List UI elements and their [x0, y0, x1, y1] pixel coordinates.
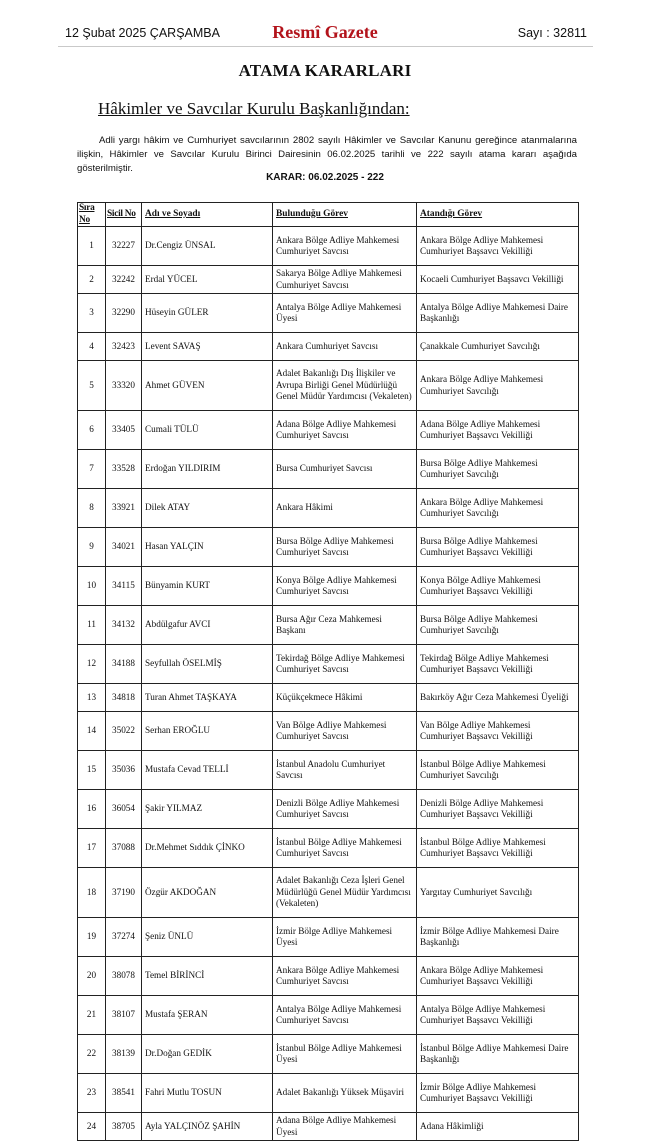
cell-current-post: İstanbul Bölge Adliye Mahkemesi Üyesi — [273, 1035, 417, 1074]
header-name: Adı ve Soyadı — [142, 203, 273, 227]
table-row — [78, 489, 579, 528]
cell-assigned-post: Ankara Bölge Adliye Mahkemesi Cumhuriyet Savcılığı — [417, 361, 579, 411]
cell-order-no: 20 — [78, 957, 106, 996]
table-row — [78, 918, 579, 957]
cell-order-no: 16 — [78, 790, 106, 829]
cell-assigned-post: Bursa Bölge Adliye Mahkemesi Cumhuriyet Savcılığı — [417, 606, 579, 645]
table-row — [78, 411, 579, 450]
cell-assigned-post: İstanbul Bölge Adliye Mahkemesi Daire Başkanlığı — [417, 1035, 579, 1074]
cell-registry-no: 34115 — [106, 567, 142, 606]
cell-registry-no: 37190 — [106, 868, 142, 918]
table-row — [78, 684, 579, 712]
cell-registry-no: 32242 — [106, 266, 142, 294]
cell-current-post: Antalya Bölge Adliye Mahkemesi Cumhuriyet Savcısı — [273, 996, 417, 1035]
issue-date: 12 Şubat 2025 ÇARŞAMBA — [65, 26, 220, 40]
cell-registry-no: 37088 — [106, 829, 142, 868]
cell-order-no: 21 — [78, 996, 106, 1035]
cell-order-no: 7 — [78, 450, 106, 489]
cell-order-no: 23 — [78, 1074, 106, 1113]
cell-current-post: İstanbul Bölge Adliye Mahkemesi Cumhuriyet Savcısı — [273, 829, 417, 868]
table-body — [78, 227, 579, 1141]
cell-current-post: Konya Bölge Adliye Mahkemesi Cumhuriyet Savcısı — [273, 567, 417, 606]
table-row — [78, 868, 579, 918]
cell-registry-no: 32423 — [106, 333, 142, 361]
cell-current-post: Van Bölge Adliye Mahkemesi Cumhuriyet Savcısı — [273, 712, 417, 751]
cell-registry-no: 34132 — [106, 606, 142, 645]
cell-current-post: Ankara Bölge Adliye Mahkemesi Cumhuriyet Savcısı — [273, 957, 417, 996]
cell-assigned-post: Adana Hâkimliği — [417, 1113, 579, 1141]
cell-name: Dr.Cengiz ÜNSAL — [142, 227, 273, 266]
cell-order-no: 8 — [78, 489, 106, 528]
table-row — [78, 645, 579, 684]
table-row — [78, 1113, 579, 1141]
cell-current-post: Adalet Bakanlığı Dış İlişkiler ve Avrupa Birliği Genel Müdürlüğü Genel Müdür Yardımcısı (Vekaleten) — [273, 361, 417, 411]
institution-heading: Hâkimler ve Savcılar Kurulu Başkanlığından: — [98, 99, 410, 118]
cell-current-post: İstanbul Anadolu Cumhuriyet Savcısı — [273, 751, 417, 790]
table-row — [78, 1035, 579, 1074]
table-header-row — [78, 203, 579, 227]
cell-name: Dr.Doğan GEDİK — [142, 1035, 273, 1074]
cell-order-no: 2 — [78, 266, 106, 294]
cell-current-post: Küçükçekmece Hâkimi — [273, 684, 417, 712]
cell-assigned-post: Ankara Bölge Adliye Mahkemesi Cumhuriyet Başsavcı Vekilliği — [417, 227, 579, 266]
cell-current-post: Bursa Cumhuriyet Savcısı — [273, 450, 417, 489]
cell-registry-no: 38107 — [106, 996, 142, 1035]
table-row — [78, 333, 579, 361]
cell-registry-no: 35036 — [106, 751, 142, 790]
cell-order-no: 4 — [78, 333, 106, 361]
cell-current-post: Ankara Bölge Adliye Mahkemesi Cumhuriyet Savcısı — [273, 227, 417, 266]
cell-name: Abdülgafur AVCI — [142, 606, 273, 645]
cell-name: Seyfullah ÖSELMİŞ — [142, 645, 273, 684]
cell-name: Dr.Mehmet Sıddık ÇİNKO — [142, 829, 273, 868]
cell-assigned-post: Adana Bölge Adliye Mahkemesi Cumhuriyet Başsavcı Vekilliği — [417, 411, 579, 450]
cell-order-no: 11 — [78, 606, 106, 645]
gazette-header — [0, 22, 650, 44]
table-row — [78, 606, 579, 645]
header-current-post: Bulunduğu Görev — [273, 203, 417, 227]
cell-current-post: Antalya Bölge Adliye Mahkemesi Üyesi — [273, 294, 417, 333]
cell-order-no: 10 — [78, 567, 106, 606]
cell-name: Mustafa Cevad TELLİ — [142, 751, 273, 790]
cell-name: Şeniz ÜNLÜ — [142, 918, 273, 957]
cell-name: Özgür AKDOĞAN — [142, 868, 273, 918]
cell-order-no: 1 — [78, 227, 106, 266]
cell-current-post: Bursa Bölge Adliye Mahkemesi Cumhuriyet Savcısı — [273, 528, 417, 567]
cell-assigned-post: Tekirdağ Bölge Adliye Mahkemesi Cumhuriyet Başsavcı Vekilliği — [417, 645, 579, 684]
cell-assigned-post: Ankara Bölge Adliye Mahkemesi Cumhuriyet Başsavcı Vekilliği — [417, 957, 579, 996]
cell-name: Serhan EROĞLU — [142, 712, 273, 751]
cell-current-post: Sakarya Bölge Adliye Mahkemesi Cumhuriyet Savcısı — [273, 266, 417, 294]
cell-name: Mustafa ŞERAN — [142, 996, 273, 1035]
cell-order-no: 12 — [78, 645, 106, 684]
header-order-no: Sıra No — [78, 203, 106, 227]
cell-registry-no: 37274 — [106, 918, 142, 957]
cell-current-post: Tekirdağ Bölge Adliye Mahkemesi Cumhuriyet Savcısı — [273, 645, 417, 684]
cell-assigned-post: Ankara Bölge Adliye Mahkemesi Cumhuriyet Savcılığı — [417, 489, 579, 528]
table-row — [78, 266, 579, 294]
cell-registry-no: 33405 — [106, 411, 142, 450]
cell-registry-no: 36054 — [106, 790, 142, 829]
cell-name: Ayla YALÇINÖZ ŞAHİN — [142, 1113, 273, 1141]
cell-registry-no: 34188 — [106, 645, 142, 684]
table-row — [78, 996, 579, 1035]
cell-current-post: İzmir Bölge Adliye Mahkemesi Üyesi — [273, 918, 417, 957]
cell-order-no: 18 — [78, 868, 106, 918]
table-row — [78, 227, 579, 266]
cell-order-no: 13 — [78, 684, 106, 712]
issue-number: Sayı : 32811 — [517, 26, 587, 40]
table-row — [78, 294, 579, 333]
cell-registry-no: 33528 — [106, 450, 142, 489]
table-row — [78, 957, 579, 996]
cell-assigned-post: Konya Bölge Adliye Mahkemesi Cumhuriyet Başsavcı Vekilliği — [417, 567, 579, 606]
cell-registry-no: 33921 — [106, 489, 142, 528]
cell-current-post: Denizli Bölge Adliye Mahkemesi Cumhuriyet Savcısı — [273, 790, 417, 829]
table-row — [78, 1074, 579, 1113]
cell-name: Temel BİRİNCİ — [142, 957, 273, 996]
cell-assigned-post: İstanbul Bölge Adliye Mahkemesi Cumhuriyet Başsavcı Vekilliği — [417, 829, 579, 868]
appointments-table — [77, 202, 579, 1141]
cell-name: Şakir YILMAZ — [142, 790, 273, 829]
header-divider — [58, 46, 593, 47]
cell-name: Bünyamin KURT — [142, 567, 273, 606]
cell-assigned-post: Bursa Bölge Adliye Mahkemesi Cumhuriyet Başsavcı Vekilliği — [417, 528, 579, 567]
cell-registry-no: 38705 — [106, 1113, 142, 1141]
gazette-title: Resmî Gazete — [272, 22, 378, 42]
cell-registry-no: 32227 — [106, 227, 142, 266]
cell-assigned-post: Antalya Bölge Adliye Mahkemesi Daire Başkanlığı — [417, 294, 579, 333]
cell-assigned-post: Denizli Bölge Adliye Mahkemesi Cumhuriyet Başsavcı Vekilliği — [417, 790, 579, 829]
table-row — [78, 829, 579, 868]
cell-registry-no: 34818 — [106, 684, 142, 712]
cell-registry-no: 33320 — [106, 361, 142, 411]
cell-assigned-post: Antalya Bölge Adliye Mahkemesi Cumhuriyet Başsavcı Vekilliği — [417, 996, 579, 1035]
cell-name: Hüseyin GÜLER — [142, 294, 273, 333]
cell-assigned-post: Bursa Bölge Adliye Mahkemesi Cumhuriyet Savcılığı — [417, 450, 579, 489]
cell-registry-no: 35022 — [106, 712, 142, 751]
table-row — [78, 790, 579, 829]
cell-registry-no: 38541 — [106, 1074, 142, 1113]
cell-registry-no: 34021 — [106, 528, 142, 567]
decision-reference: KARAR: 06.02.2025 - 222 — [266, 172, 384, 183]
cell-current-post: Ankara Hâkimi — [273, 489, 417, 528]
cell-current-post: Adalet Bakanlığı Ceza İşleri Genel Müdürlüğü Genel Müdür Yardımcısı (Vekaleten) — [273, 868, 417, 918]
cell-order-no: 5 — [78, 361, 106, 411]
table-row — [78, 751, 579, 790]
cell-assigned-post: İzmir Bölge Adliye Mahkemesi Daire Başkanlığı — [417, 918, 579, 957]
cell-current-post: Adana Bölge Adliye Mahkemesi Cumhuriyet Savcısı — [273, 411, 417, 450]
table-row — [78, 567, 579, 606]
cell-name: Turan Ahmet TAŞKAYA — [142, 684, 273, 712]
cell-registry-no: 32290 — [106, 294, 142, 333]
cell-registry-no: 38139 — [106, 1035, 142, 1074]
cell-order-no: 6 — [78, 411, 106, 450]
cell-name: Erdoğan YILDIRIM — [142, 450, 273, 489]
cell-name: Levent SAVAŞ — [142, 333, 273, 361]
cell-assigned-post: Çanakkale Cumhuriyet Savcılığı — [417, 333, 579, 361]
cell-name: Fahri Mutlu TOSUN — [142, 1074, 273, 1113]
cell-name: Dilek ATAY — [142, 489, 273, 528]
cell-assigned-post: İzmir Bölge Adliye Mahkemesi Cumhuriyet Başsavcı Vekilliği — [417, 1074, 579, 1113]
cell-assigned-post: Kocaeli Cumhuriyet Başsavcı Vekilliği — [417, 266, 579, 294]
cell-order-no: 19 — [78, 918, 106, 957]
cell-assigned-post: İstanbul Bölge Adliye Mahkemesi Cumhuriyet Savcılığı — [417, 751, 579, 790]
cell-order-no: 17 — [78, 829, 106, 868]
header-assigned-post: Atandığı Görev — [417, 203, 579, 227]
cell-order-no: 15 — [78, 751, 106, 790]
cell-assigned-post: Van Bölge Adliye Mahkemesi Cumhuriyet Başsavcı Vekilliği — [417, 712, 579, 751]
cell-current-post: Ankara Cumhuriyet Savcısı — [273, 333, 417, 361]
cell-current-post: Adana Bölge Adliye Mahkemesi Üyesi — [273, 1113, 417, 1141]
table-row — [78, 528, 579, 567]
cell-registry-no: 38078 — [106, 957, 142, 996]
cell-name: Ahmet GÜVEN — [142, 361, 273, 411]
cell-order-no: 24 — [78, 1113, 106, 1141]
table-row — [78, 361, 579, 411]
table-row — [78, 450, 579, 489]
cell-current-post: Adalet Bakanlığı Yüksek Müşaviri — [273, 1074, 417, 1113]
cell-name: Erdal YÜCEL — [142, 266, 273, 294]
table-row — [78, 712, 579, 751]
cell-order-no: 9 — [78, 528, 106, 567]
section-title: ATAMA KARARLARI — [238, 61, 412, 80]
cell-assigned-post: Yargıtay Cumhuriyet Savcılığı — [417, 868, 579, 918]
cell-order-no: 14 — [78, 712, 106, 751]
cell-order-no: 3 — [78, 294, 106, 333]
cell-current-post: Bursa Ağır Ceza Mahkemesi Başkanı — [273, 606, 417, 645]
cell-name: Cumali TÜLÜ — [142, 411, 273, 450]
intro-paragraph: Adli yargı hâkim ve Cumhuriyet savcılarının 2802 sayılı Hâkimler ve Savcılar Kanunu gereğince atanmalarına ilişkin, Hâkimler ve Savcılar Kurulu Birinci Dairesinin 06.02.2025 tarihli ve 222 sayılı atama kararı aşağıda gösterilmiştir. — [77, 135, 577, 174]
cell-order-no: 22 — [78, 1035, 106, 1074]
cell-assigned-post: Bakırköy Ağır Ceza Mahkemesi Üyeliği — [417, 684, 579, 712]
header-registry-no: Sicil No — [106, 203, 142, 227]
cell-name: Hasan YALÇIN — [142, 528, 273, 567]
